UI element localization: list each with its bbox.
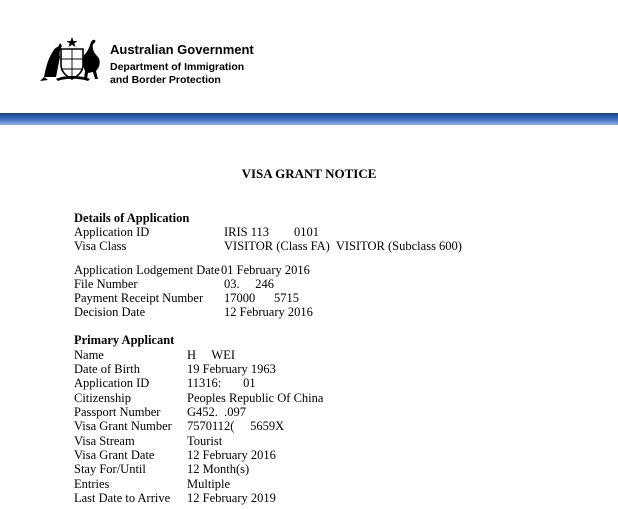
lodgement-date-value: 01 February 2016 — [221, 263, 310, 277]
visa-class-value: VISITOR (Class FA) VISITOR (Subclass 600) — [224, 239, 462, 253]
decision-date-value: 12 February 2016 — [224, 305, 313, 319]
department-line-2: and Border Protection — [110, 74, 221, 86]
visa-class-label: Visa Class — [74, 239, 127, 253]
dob-label: Date of Birth — [74, 362, 140, 376]
visa-grant-number-value: 7570112( 5659X — [187, 419, 285, 433]
application-heading: Details of Application — [74, 211, 190, 225]
coat-of-arms-icon — [38, 33, 106, 83]
lodgement-date-label: Application Lodgement Date — [74, 263, 220, 277]
visa-stream-label: Visa Stream — [74, 434, 135, 448]
visa-stream-value: Tourist — [187, 434, 223, 448]
dob-value: 19 February 1963 — [187, 362, 276, 376]
decision-date-label: Decision Date — [74, 305, 146, 319]
entries-value: Multiple — [187, 477, 231, 491]
citizenship-value: Peoples Republic Of China — [187, 391, 324, 405]
notice-title: VISA GRANT NOTICE — [241, 166, 377, 181]
name-label: Name — [74, 348, 104, 362]
passport-number-value: G452. .097 — [187, 405, 247, 419]
applicant-id-value: 11316: 01 — [187, 376, 256, 390]
stay-for-label: Stay For/Until — [74, 462, 146, 476]
stay-for-value: 12 Month(s) — [187, 462, 250, 476]
government-name: Australian Government — [110, 42, 254, 57]
visa-grant-date-label: Visa Grant Date — [74, 448, 155, 462]
payment-receipt-value: 17000 5715 — [224, 291, 299, 305]
last-date-value: 12 February 2019 — [187, 491, 276, 505]
file-number-value: 03. 246 — [224, 277, 274, 291]
applicant-id-label: Application ID — [74, 376, 150, 390]
visa-grant-number-label: Visa Grant Number — [74, 419, 172, 433]
application-id-label: Application ID — [74, 225, 150, 239]
header-band — [0, 113, 618, 125]
citizenship-label: Citizenship — [74, 391, 131, 405]
passport-number-label: Passport Number — [74, 405, 161, 419]
visa-grant-date-value: 12 February 2016 — [187, 448, 276, 462]
entries-label: Entries — [74, 477, 110, 491]
applicant-heading: Primary Applicant — [74, 333, 175, 347]
agency-name — [110, 42, 254, 87]
file-number-label: File Number — [74, 277, 138, 291]
department-line-1: Department of Immigration — [110, 61, 245, 73]
application-id-value: IRIS 113 0101 — [224, 225, 320, 239]
payment-receipt-label: Payment Receipt Number — [74, 291, 204, 305]
name-value: H WEI — [187, 348, 236, 362]
last-date-label: Last Date to Arrive — [74, 491, 171, 505]
